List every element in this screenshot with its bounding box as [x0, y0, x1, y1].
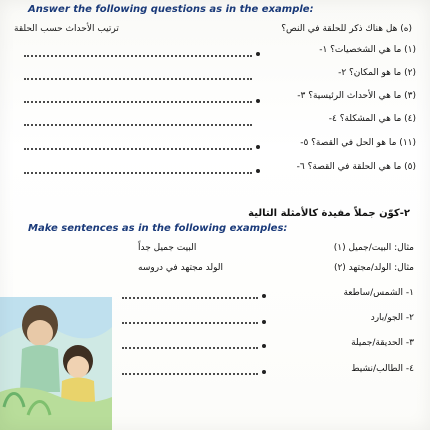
example-row-2 — [138, 263, 223, 273]
exercise-4: ٤- الطالب/نشيط — [351, 364, 414, 374]
question-5: (١١) ما هو الحل في القصة؟ ٥- — [300, 138, 416, 148]
question-6: (٥) ما هي الحلقة في القصة؟ ٦- — [296, 162, 416, 172]
bullet — [256, 145, 260, 149]
answer-line[interactable] — [122, 297, 258, 299]
section-2-title-arabic: ٢-كوّن جملاً مفيدة كالأمثلة التالية — [248, 208, 410, 219]
example-row-2-left — [334, 263, 414, 273]
question-1: (١) ما هي الشخصيات؟ ١- — [319, 45, 416, 55]
example-row-1-left — [334, 243, 414, 253]
question-4: (٤) ما هي المشكلة؟ ٤- — [328, 114, 416, 124]
example-2-prompt: (٢) مثال: الولد/مجتهد — [333, 263, 414, 273]
bullet — [262, 320, 266, 324]
answer-line[interactable] — [24, 172, 252, 174]
family-illustration — [0, 297, 112, 430]
question-2: (٢) ما هو المكان؟ ٢- — [338, 68, 416, 78]
example-2-answer: الولد مجتهد في دروسه — [138, 263, 224, 273]
answer-line[interactable] — [24, 78, 252, 80]
answer-line[interactable] — [122, 347, 258, 349]
example-row-1 — [138, 243, 196, 253]
section-2-title-english: Make sentences as in the following examples: — [28, 223, 288, 234]
bullet — [262, 370, 266, 374]
exercise-3: ٣- الحديقة/جميلة — [351, 338, 414, 348]
bullet — [262, 294, 266, 298]
question-3: (٣) ما هي الأحداث الرئيسية؟ ٣- — [297, 91, 416, 101]
answer-line[interactable] — [24, 55, 252, 57]
illustration — [0, 297, 112, 430]
example-1-answer: البيت جميل جداً — [138, 243, 197, 253]
answer-line[interactable] — [24, 101, 252, 103]
bullet — [256, 99, 260, 103]
example-question: (ه) هل هناك ذكر للحلقة في النص؟ — [281, 24, 412, 34]
exercise-1: ١- الشمس/ساطعة — [343, 288, 414, 298]
answer-line[interactable] — [122, 373, 258, 375]
bullet — [262, 344, 266, 348]
answer-line[interactable] — [24, 124, 252, 126]
answer-line[interactable] — [24, 148, 252, 150]
example-answer: ترتيب الأحداث حسب الحلقة — [14, 24, 119, 34]
bullet — [256, 169, 260, 173]
instruction-english: Answer the following questions as in the example: — [28, 4, 314, 15]
bullet — [256, 52, 260, 56]
example-1-prompt: (١) مثال: البيت/جميل — [333, 243, 414, 253]
answer-line[interactable] — [122, 322, 258, 324]
exercise-2: ٢- الجو/بارد — [370, 313, 414, 323]
